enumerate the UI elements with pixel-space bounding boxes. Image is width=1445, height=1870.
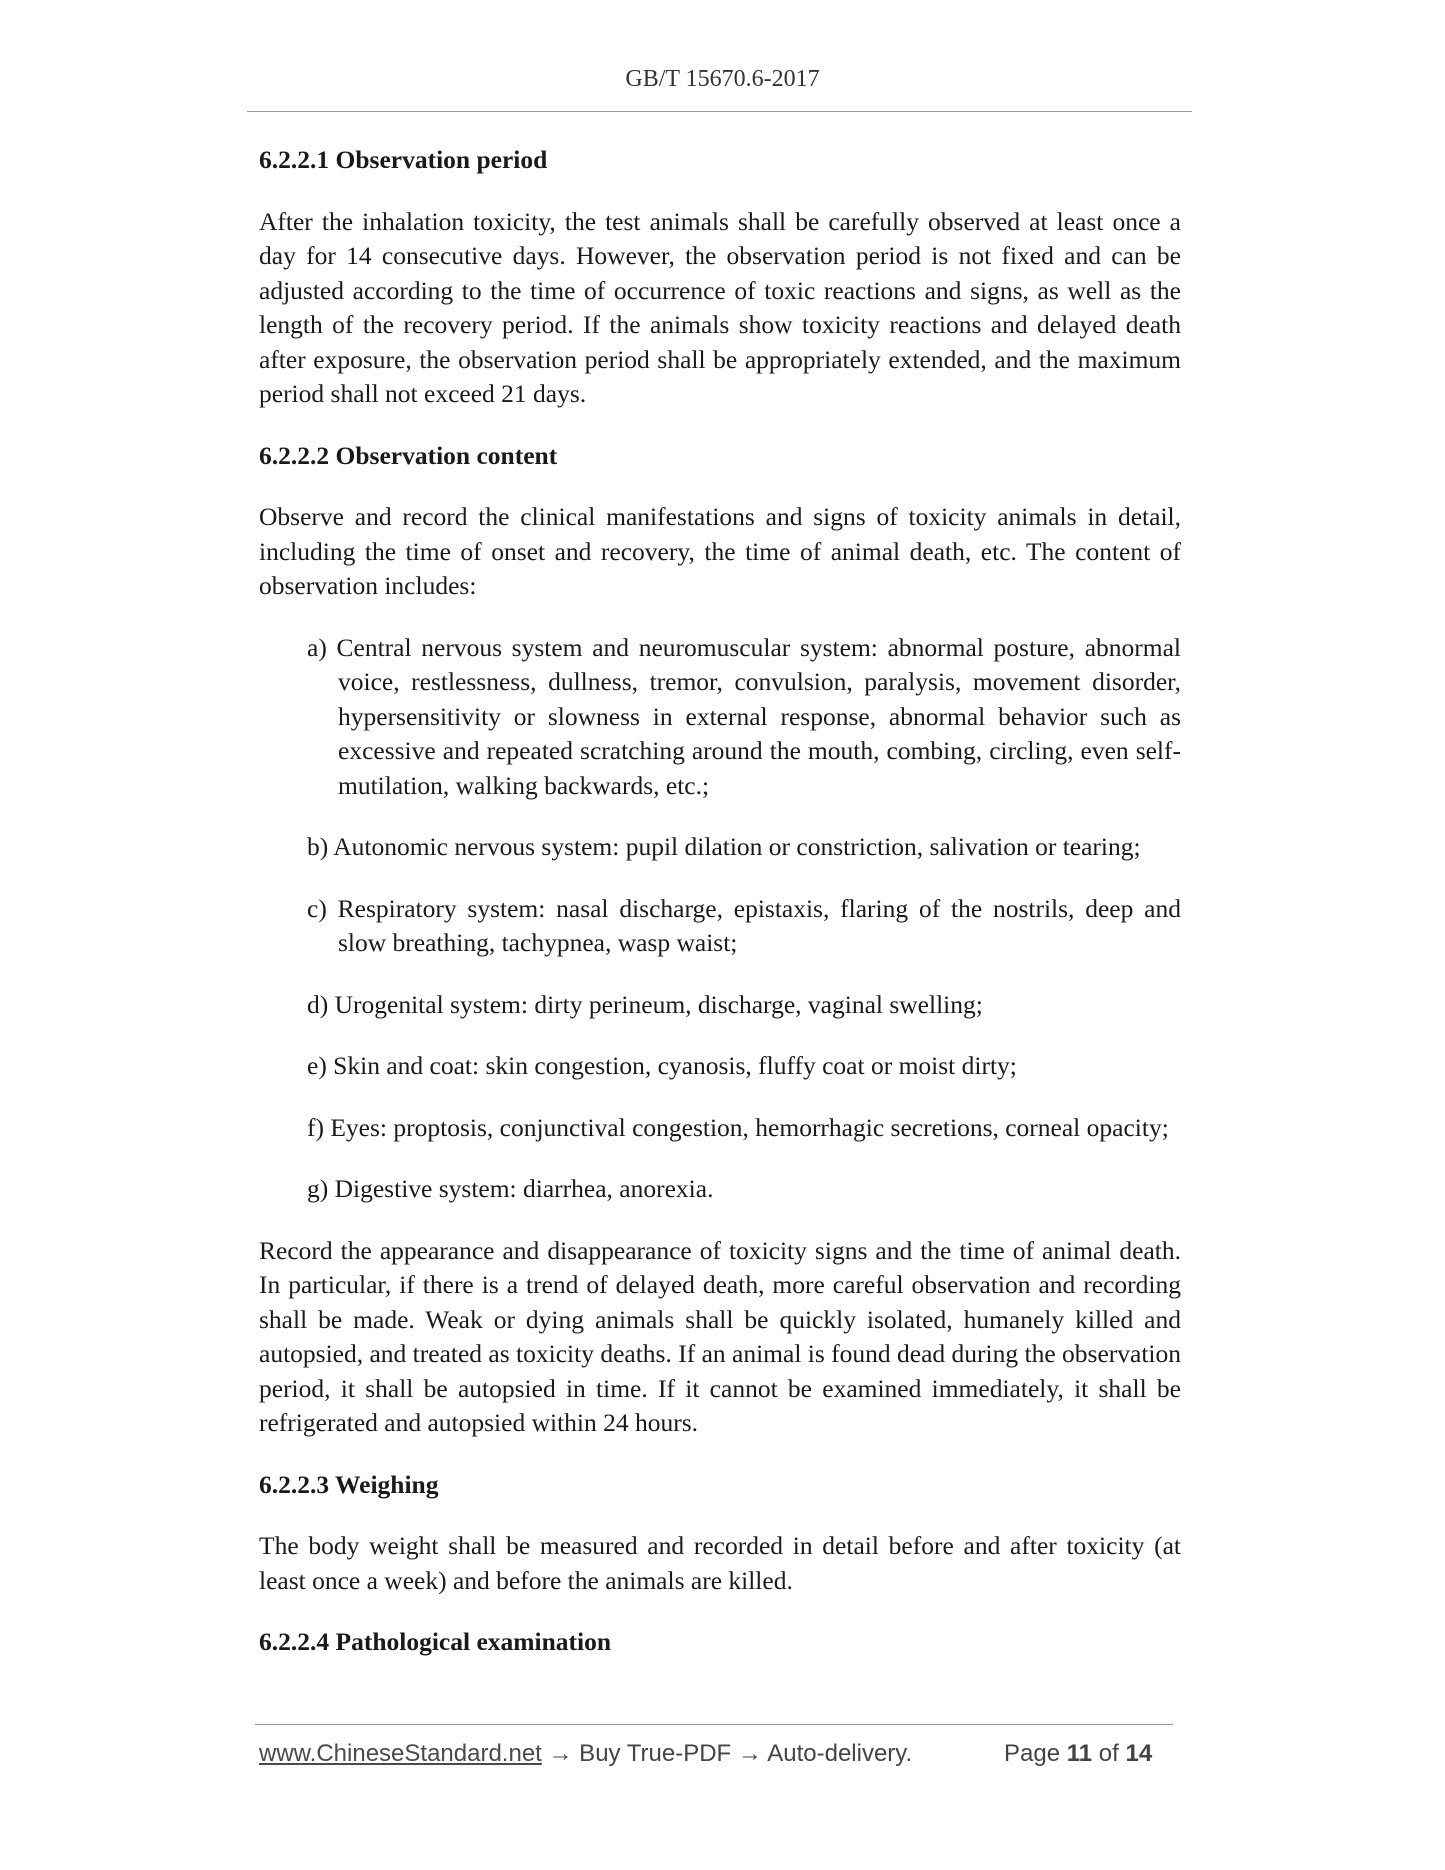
list-item-autonomic-nervous-system: b) Autonomic nervous system: pupil dilation or constriction, salivation or tearing; [307,832,1141,861]
paragraph-observation-period: After the inhalation toxicity, the test animals shall be carefully observed at least once a day for 14 consecutive days. However, the observation period is not fixed and can be adjusted according to the time of occurrence of toxic reactions and signs, as well as the length of the recovery period. If the animals show toxicity reactions and delayed death after exposure, the observation period shall be appropriately extended, and the maximum period shall not exceed 21 days. [259,206,1181,408]
website-link[interactable]: www.ChineseStandard.net [259,1740,542,1767]
page-label: Page [1004,1740,1061,1767]
page-header: GB/T 15670.6-2017 [625,66,820,92]
page-total: 14 [1125,1740,1153,1767]
list-item-eyes: f) Eyes: proptosis, conjunctival congestion, hemorrhagic secretions, corneal opacity; [307,1112,1169,1142]
footer-tagline: → Buy True-PDF → Auto-delivery. [541,1740,913,1767]
section-heading-weighing: 6.2.2.3 Weighing [259,1469,439,1499]
list-item-central-nervous-system: a) Central nervous system and neuromuscular system: abnormal posture, abnormal voice, restlessness, dullness, tremor, convulsion, paralysis, movement disorder, hypersensitivity or slowness in external response, abnormal behavior such as excessive and repeated scratching around the mouth, combing, circling, even self-mutilation, walking backwards, etc.; [307,632,1181,800]
header-divider [247,111,1192,112]
list-item-digestive-system: g) Digestive system: diarrhea, anorexia. [307,1174,714,1203]
section-heading-observation-content: 6.2.2.2 Observation content [259,440,558,470]
page-current: 11 [1066,1740,1093,1767]
paragraph-weighing: The body weight shall be measured and recorded in detail before and after toxicity (at least once a week) and before the animals are killed. [259,1531,1181,1595]
list-item-skin-and-coat: e) Skin and coat: skin congestion, cyanosis, fluffy coat or moist dirty; [307,1051,1017,1080]
section-heading-observation-period: 6.2.2.1 Observation period [259,145,548,174]
paragraph-record-toxicity-signs: Record the appearance and disappearance of toxicity signs and the time of animal death. In particular, if there is a trend of delayed death, more careful observation and recording shall be made. Weak or dying animals shall be quickly isolated, humanely killed and autopsied, and treated as toxicity deaths. If an animal is found dead during the observation period, it shall be autopsied in time. If it cannot be examined immediately, it shall be refrigerated and autopsied within 24 hours. [259,1235,1181,1437]
list-item-urogenital-system: d) Urogenital system: dirty perineum, discharge, vaginal swelling; [307,989,983,1019]
page-of-label: of [1098,1740,1119,1767]
list-item-respiratory-system: c) Respiratory system: nasal discharge, epistaxis, flaring of the nostrils, deep and slow breathing, tachypnea, wasp waist; [307,893,1181,957]
document-body [259,143,1181,1687]
paragraph-observation-content: Observe and record the clinical manifestations and signs of toxicity animals in detail, including the time of onset and recovery, the time of animal death, etc. The content of observation includes: [259,502,1181,600]
footer-divider [255,1724,1173,1725]
section-heading-pathological-examination: 6.2.2.4 Pathological examination [259,1627,612,1656]
page-counter [1004,1740,1152,1768]
footer-promo [259,1740,912,1768]
